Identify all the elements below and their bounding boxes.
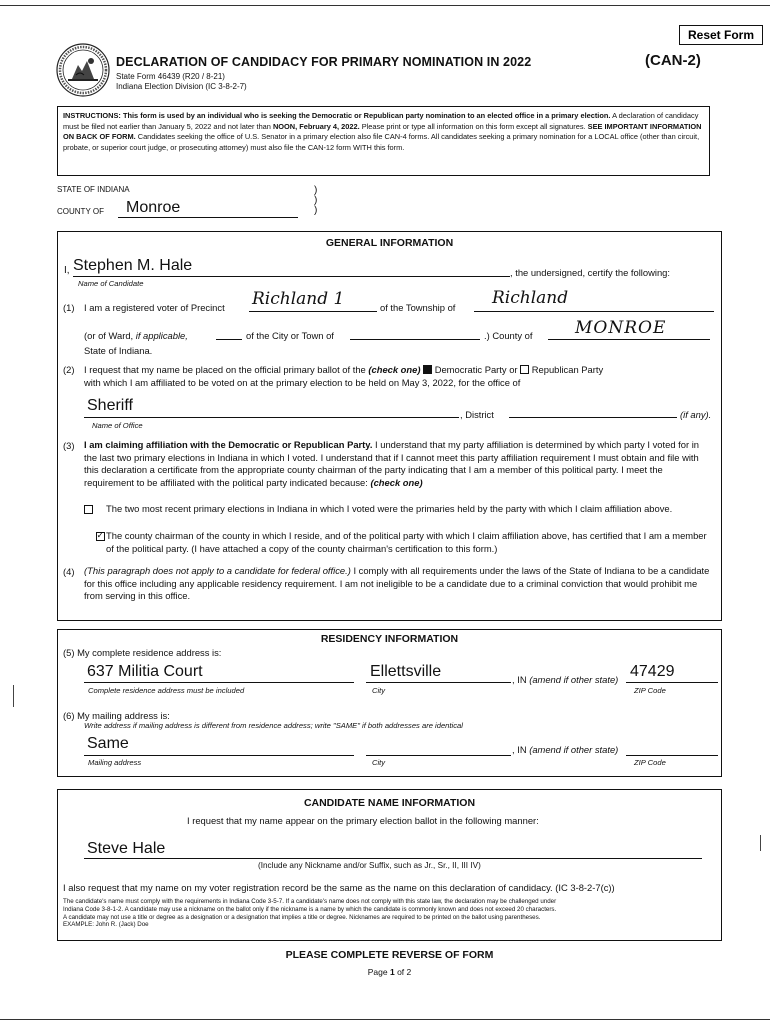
residence-zip-field[interactable]: 47429 bbox=[630, 663, 675, 680]
p3-number: (3) bbox=[63, 440, 75, 451]
mailing-in-label: , IN (amend if other state) bbox=[512, 744, 619, 755]
county-hand-field[interactable]: MONROE bbox=[575, 318, 667, 338]
p2-text-a: I request that my name be placed on the official primary ballot of the (check one) Democratic Party or Republican Party bbox=[84, 364, 604, 375]
ward-line bbox=[216, 339, 242, 340]
i-label: I, bbox=[64, 265, 70, 276]
complete-reverse-notice: PLEASE COMPLETE REVERSE OF FORM bbox=[285, 949, 494, 961]
residence-address-field[interactable]: 637 Militia Court bbox=[87, 663, 203, 680]
name-requirements-fine-print: The candidate's name must comply with the requirements in Indiana Code 3-5-7. If a candidate's name does not comply with this state law, the declaration may be challenged under Indiana Code 3-8-1-2. A candidate may use a nickname on the ballot only if the nickname is a name by which the candidate is commonly known and does not exceed 20 characters. A candidate may not use a title or degree as a designation or a designation that implies a title or degree. Nicknames are required to be printed on the ballot using parentheses. EXAMPLE: John R. (Jack) Doe bbox=[63, 898, 557, 929]
township-field[interactable]: Richland bbox=[492, 288, 569, 308]
candidate-name-field[interactable]: Stephen M. Hale bbox=[73, 257, 193, 274]
p4-number: (4) bbox=[63, 566, 75, 577]
county-field[interactable]: Monroe bbox=[126, 199, 181, 216]
affiliation-option1-text: The two most recent primary elections in Indiana in which I voted were the primaries held by the party with which I claim affiliation above. bbox=[106, 503, 673, 514]
p2-number: (2) bbox=[63, 364, 75, 375]
bottom-rule bbox=[0, 1019, 770, 1020]
residence-zip-line bbox=[626, 682, 718, 683]
residence-city-line bbox=[366, 682, 511, 683]
instructions-noon: NOON, February 4, 2022. bbox=[272, 121, 360, 131]
election-division: Indiana Election Division (IC 3-8-2-7) bbox=[116, 82, 247, 91]
p6-note: Write address if mailing address is different from residence address; write "SAME" if both addresses are identical bbox=[84, 721, 463, 730]
mailing-city-line bbox=[366, 755, 511, 756]
district-line bbox=[509, 417, 677, 418]
p2-text-b: with which I am affiliated to be voted on at the primary election to be held on May 3, 2022, for the office of bbox=[84, 377, 521, 388]
form-title: DECLARATION OF CANDIDACY FOR PRIMARY NOMINATION IN 2022 bbox=[116, 55, 532, 69]
ward-text-b: of the City or Town of bbox=[246, 330, 334, 341]
ballot-request-text: I request that my name appear on the primary election ballot in the following manner: bbox=[187, 815, 539, 826]
candidate-name-line bbox=[73, 276, 510, 277]
top-rule bbox=[0, 5, 770, 6]
precinct-field[interactable]: Richland 1 bbox=[252, 289, 345, 309]
nickname-caption: (Include any Nickname and/or Suffix, such as Jr., Sr., II, III IV) bbox=[258, 861, 481, 870]
state-form-number: State Form 46439 (R20 / 8-21) bbox=[116, 72, 225, 81]
office-caption: Name of Office bbox=[92, 421, 143, 430]
democratic-checkbox[interactable] bbox=[423, 365, 432, 374]
instructions-bold: This form is used by an individual who is seeking the Democratic or Republican party nomination to an elected office in a primary election. bbox=[122, 111, 611, 120]
county-line bbox=[118, 217, 298, 218]
name-of-candidate-caption: Name of Candidate bbox=[78, 279, 144, 288]
mailing-zip-caption: ZIP Code bbox=[634, 758, 666, 767]
mailing-address-field[interactable]: Same bbox=[87, 735, 129, 752]
county-hand-line bbox=[548, 339, 710, 340]
affiliation-option2-text: The county chairman of the county in which I reside, and of the political party with which I claim affiliation above, has certified that I am a member of the political party. (I have attached a copy of the county chairman's certification to this form.) bbox=[106, 530, 707, 554]
state-label: STATE OF INDIANA bbox=[57, 185, 130, 194]
residence-in-label: , IN (amend if other state) bbox=[512, 674, 619, 685]
residence-zip-caption: ZIP Code bbox=[634, 686, 666, 695]
republican-checkbox[interactable] bbox=[520, 365, 529, 374]
mailing-city-caption: City bbox=[372, 758, 386, 767]
candidate-name-heading: CANDIDATE NAME INFORMATION bbox=[303, 797, 476, 809]
mailing-address-caption: Mailing address bbox=[88, 758, 142, 767]
p6-text: (6) My mailing address is: bbox=[63, 710, 170, 721]
ballot-name-field[interactable]: Steve Hale bbox=[87, 840, 166, 857]
affiliation-option1-checkbox[interactable] bbox=[84, 505, 93, 514]
residence-address-line bbox=[84, 682, 354, 683]
mailing-address-line bbox=[84, 755, 354, 756]
voter-registration-request: I also request that my name on my voter registration record be the same as the name on this declaration of candidacy. (IC 3-8-2-7(c)) bbox=[63, 882, 615, 893]
office-line bbox=[84, 417, 459, 418]
city-town-line bbox=[350, 339, 480, 340]
instructions-important: SEE IMPORTANT INFORMATION ON BACK OF FORM. bbox=[63, 121, 702, 142]
county-label: COUNTY OF bbox=[57, 207, 104, 216]
p4-text: (This paragraph does not apply to a candidate for federal office.) I comply with all requirements under the laws of the State of Indiana to be a candidate for this office including any applicable residency requirement. I am not ineligible to be a candidate due to a criminal conviction that would prohibit me from serving in this office. bbox=[84, 565, 710, 602]
margin-mark-right bbox=[760, 835, 761, 851]
precinct-line bbox=[249, 311, 377, 312]
if-any: (if any). bbox=[680, 409, 712, 420]
affiliation-option2-checkbox[interactable] bbox=[96, 532, 105, 541]
township-line bbox=[474, 311, 714, 312]
brace: ) ) ) bbox=[314, 185, 318, 216]
mailing-zip-line bbox=[626, 755, 718, 756]
residency-heading: RESIDENCY INFORMATION bbox=[320, 633, 459, 645]
p5-text: (5) My complete residence address is: bbox=[63, 647, 222, 658]
ward-text-a: (or of Ward, if applicable, bbox=[84, 330, 188, 341]
p1-text-a: I am a registered voter of Precinct bbox=[84, 302, 225, 313]
undersigned-text: , the undersigned, certify the following: bbox=[510, 267, 670, 278]
instructions-text3: Candidates seeking the office of U.S. Senator in a primary election also file CAN-4 forms. All candidates seeking a primary nomination for a LOCAL office (other than circuit, probate, or superior court judge, or prosecuting attorney) must also file the CAN-12 form WITH this form. bbox=[63, 132, 700, 152]
general-info-box bbox=[57, 231, 722, 621]
ward-text-c: .) County of bbox=[484, 330, 533, 341]
indiana-state-seal-icon bbox=[56, 43, 110, 97]
district-label: , District bbox=[460, 409, 494, 420]
margin-mark bbox=[13, 685, 14, 707]
ballot-name-line bbox=[84, 858, 702, 859]
general-info-heading: GENERAL INFORMATION bbox=[325, 237, 454, 249]
instructions-text2: Please print or type all information on this form except all signatures. bbox=[361, 121, 586, 131]
office-field[interactable]: Sheriff bbox=[87, 397, 133, 414]
instructions-label: INSTRUCTIONS: bbox=[63, 111, 121, 120]
state-of-indiana: State of Indiana. bbox=[84, 345, 153, 356]
instructions-box bbox=[57, 106, 710, 176]
p1-number: (1) bbox=[63, 302, 75, 313]
residence-address-caption: Complete residence address must be included bbox=[88, 686, 245, 695]
reset-form-button[interactable]: Reset Form bbox=[679, 25, 763, 45]
page-number: Page 1 of 2 bbox=[367, 967, 412, 977]
p1-text-b: of the Township of bbox=[380, 302, 456, 313]
form-code: (CAN-2) bbox=[645, 52, 701, 69]
p3-text: I am claiming affiliation with the Democratic or Republican Party. I understand that my party affiliation is determined by which party I voted for in the last two primary elections in Indiana in which I voted. I understand that if I cannot meet this party affiliation requirement I must obtain and file with this declaration a certificate from the appropriate county chairman of the party indicating that I am a member of this political party. I meet the requirement to be affiliated with the political party indicated because: (check one) bbox=[84, 439, 699, 488]
residence-city-caption: City bbox=[372, 686, 386, 695]
residence-city-field[interactable]: Ellettsville bbox=[370, 663, 442, 680]
instructions-text1: A declaration of candidacy must be filed not earlier than January 5, 2022 and not later than bbox=[63, 111, 699, 131]
